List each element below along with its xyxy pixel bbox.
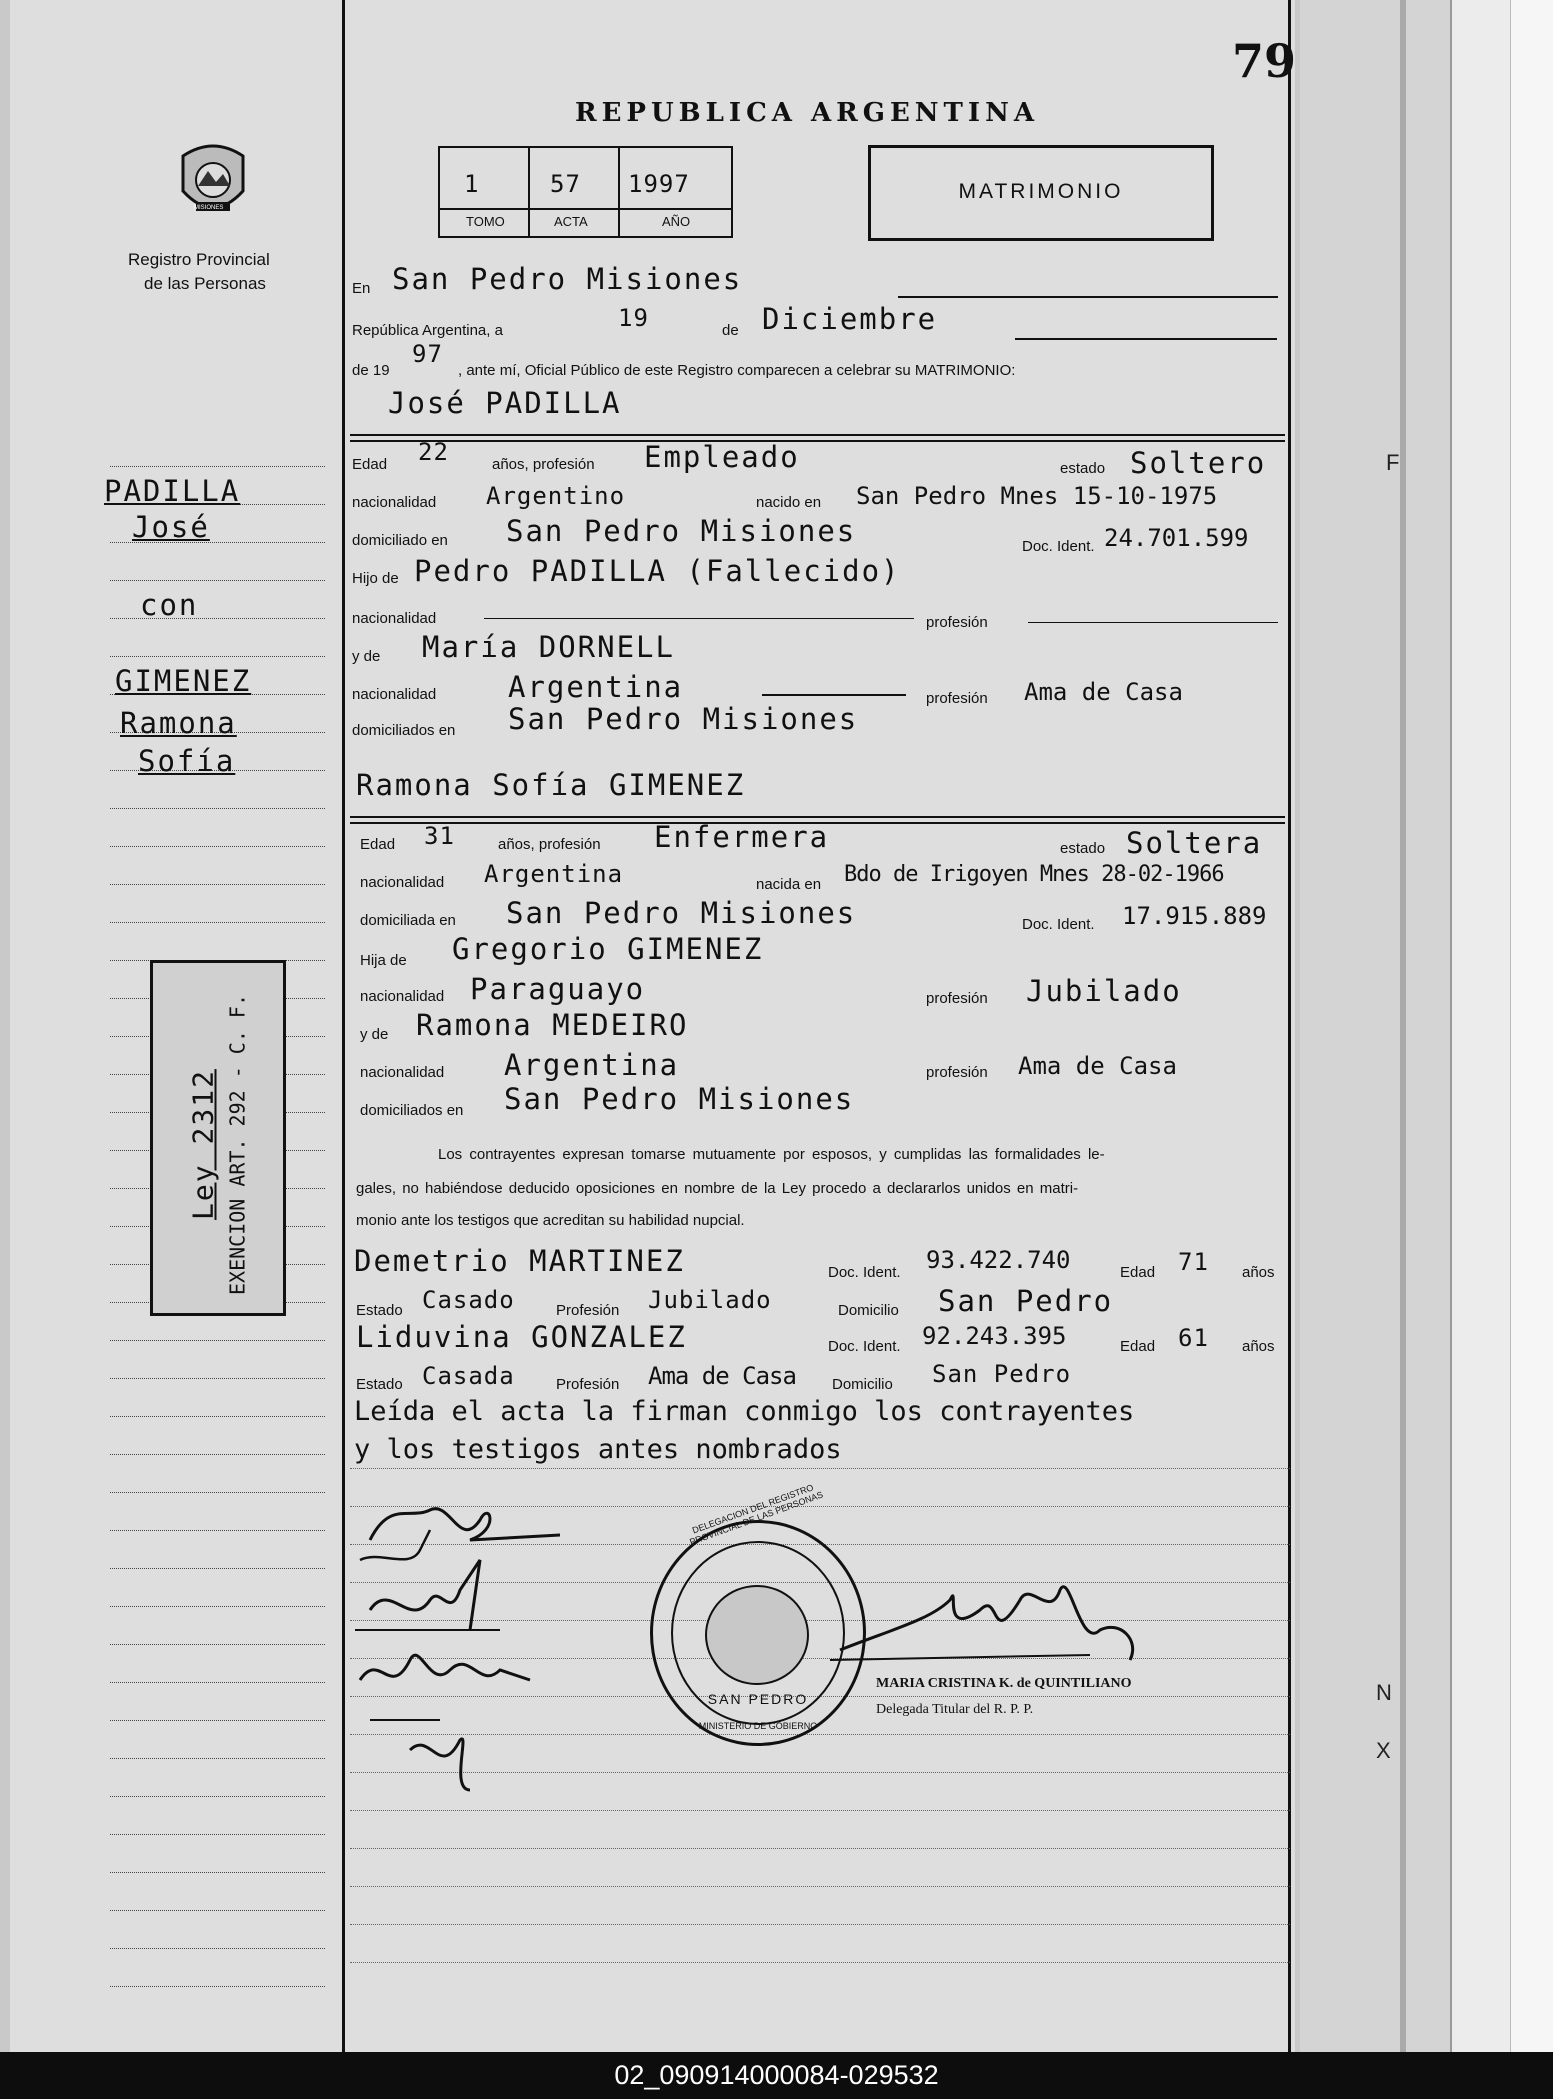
groom-mother-nationality: Argentina [508,670,684,704]
margin-groom-name: José [132,510,210,544]
bride-mother-prof-label: profesión [926,1064,988,1081]
bride-yde-label: y de [360,1026,389,1043]
groom-mother-nac-label: nacionalidad [352,686,437,703]
margin-bride-name2: Sofía [138,744,236,778]
record-number-box [438,146,733,238]
groom-domicile: San Pedro Misiones [506,514,857,548]
margin-groom-surname: PADILLA [104,474,241,508]
witness1-anos-label: años [1242,1264,1275,1281]
groom-estado: Soltero [1130,446,1267,480]
groom-anos-prof-label: años, profesión [492,456,595,473]
witness1-doc-label: Doc. Ident. [828,1264,901,1281]
witness1-profession: Jubilado [648,1286,772,1314]
groom-doc-label: Doc. Ident. [1022,538,1095,555]
right-mark-n: N [1376,1680,1392,1705]
republic-title: REPUBLICA ARGENTINA [575,98,1040,128]
emblem-text: MISIONES [194,205,224,211]
bride-nacida-label: nacida en [756,876,822,893]
witness1-edad-label: Edad [1120,1264,1156,1281]
margin-rule [342,0,345,2052]
margin-ruling [110,1910,325,1911]
groom-doc: 24.701.599 [1104,524,1249,552]
witness2-dom-label: Domicilio [832,1376,893,1393]
groom-father-nac-label: nacionalidad [352,610,437,627]
margin-ruling [110,808,325,809]
witness1-name: Demetrio MARTINEZ [354,1244,685,1278]
groom-mother-prof-label: profesión [926,690,988,707]
margin-ruling [110,1758,325,1759]
witness1-age: 71 [1178,1248,1209,1276]
margin-ruling [110,1948,325,1949]
closing-line2: y los testigos antes nombrados [354,1434,842,1465]
witness1-dom-label: Domicilio [838,1302,899,1319]
body-ruling [350,1848,1290,1849]
adjacent-page [1300,0,1553,2052]
page-number: 79 [1232,34,1297,88]
bride-estado-label: estado [1060,840,1106,857]
body-ruling [350,1468,1290,1469]
bride-hija-label: Hija de [360,952,407,969]
bride-nationality: Argentina [484,860,624,888]
margin-ruling [110,1682,325,1683]
margin-ruling [110,1492,325,1493]
margin-ruling [110,1872,325,1873]
bride-father-nationality: Paraguayo [470,972,646,1006]
bride-mother-nac-label: nacionalidad [360,1064,445,1081]
en-label: En [352,280,371,297]
body-ruling [350,1924,1290,1925]
margin-ruling [110,1454,325,1455]
body-ruling [350,1886,1290,1887]
registry-line1: Registro Provincial [128,250,270,269]
witness2-name: Liduvina GONZALEZ [356,1320,687,1354]
witness1-estado: Casado [422,1286,515,1314]
acta-label: ACTA [554,214,588,229]
groom-nacido-label: nacido en [756,494,822,511]
groom-parents-dom-label: domiciliados en [352,722,456,739]
witness2-anos-label: años [1242,1338,1275,1355]
groom-parents-domicile: San Pedro Misiones [508,702,859,736]
right-mark-x: X [1376,1738,1391,1763]
margin-ruling [110,1796,325,1797]
groom-yde-label: y de [352,648,381,665]
margin-ruling [110,884,325,885]
groom-full-name: José PADILLA [388,386,622,420]
official-signature [830,1560,1150,1680]
groom-nationality: Argentino [486,482,626,510]
bride-full-name: Ramona Sofía GIMENEZ [356,768,746,802]
witness2-domicile: San Pedro [932,1360,1072,1388]
margin-ruling [110,1606,325,1607]
witness2-doc: 92.243.395 [922,1322,1067,1350]
tomo-value: 1 [464,170,480,198]
act-place: San Pedro Misiones [392,262,743,296]
official-title: Delegada Titular del R. P. P. [876,1702,1034,1717]
bride-dom-label: domiciliada en [360,912,456,929]
body-ruling [350,1810,1290,1811]
witness2-profession: Ama de Casa [648,1362,796,1390]
body-ruling [350,1962,1290,1963]
ano-label: AÑO [662,214,691,229]
margin-ruling [110,1644,325,1645]
record-type: MATRIMONIO [958,180,1124,203]
act-year: 97 [412,340,443,368]
bride-father: Gregorio GIMENEZ [452,932,764,966]
right-mark-f: F [1386,450,1400,475]
margin-ruling [110,1530,325,1531]
margin-ruling [110,846,325,847]
margin-ruling [110,466,325,467]
witness2-age: 61 [1178,1324,1209,1352]
stamp-exemption: EXENCION ART. 292 - C. F. [225,993,250,1296]
witness1-domicile: San Pedro [938,1284,1114,1318]
month-de-label: de [722,322,739,339]
republica-label: República Argentina, a [352,322,503,339]
groom-father: Pedro PADILLA (Fallecido) [414,554,901,588]
tomo-label: TOMO [466,214,505,229]
bride-doc-label: Doc. Ident. [1022,916,1095,933]
margin-ruling [110,656,325,657]
bride-parents-domicile: San Pedro Misiones [504,1082,855,1116]
groom-dom-label: domiciliado en [352,532,448,549]
ano-value: 1997 [628,170,690,198]
province-emblem [168,136,258,226]
right-rule [1288,0,1291,2052]
bride-domicile: San Pedro Misiones [506,896,857,930]
witness2-doc-label: Doc. Ident. [828,1338,901,1355]
registry-line2: de las Personas [144,274,266,293]
bride-mother-profession: Ama de Casa [1018,1052,1177,1080]
witness1-prof-label: Profesión [556,1302,620,1319]
bride-age: 31 [424,822,455,850]
act-day: 19 [618,304,649,332]
declaration-line2: gales, no habiéndose deducido oposiciones en nombre de la Ley procedo a declararlos unidos en matri- [356,1180,1079,1197]
bride-father-prof-label: profesión [926,990,988,1007]
closing-line1: Leída el acta la firman conmigo los contrayentes [354,1396,1135,1427]
bride-born: Bdo de Irigoyen Mnes 28-02-1966 [844,862,1224,887]
act-month: Diciembre [762,302,938,336]
stamp-law: Ley 2312 [186,1069,220,1220]
margin-ruling [110,1568,325,1569]
intro-text: , ante mí, Oficial Público de este Registro comparecen a celebrar su MATRIMONIO: [458,362,1016,379]
bride-mother: Ramona MEDEIRO [416,1008,689,1042]
margin-bride-surname: GIMENEZ [115,664,252,698]
margin-ruling [110,1986,325,1987]
declaration-line1: Los contrayentes expresan tomarse mutuamente por esposos, y cumplidas las formalidades le- [438,1146,1105,1163]
declaration-line3: monio ante los testigos que acreditan su habilidad nupcial. [356,1212,745,1229]
groom-profession: Empleado [644,440,800,474]
bride-nac-label: nacionalidad [360,874,445,891]
witness2-estado: Casada [422,1362,515,1390]
bride-mother-nationality: Argentina [504,1048,680,1082]
seal-top-text: DELEGACION DEL REGISTRO PROVINCIAL DE LAS PERSONAS [688,1482,825,1548]
witness2-estado-label: Estado [356,1376,403,1393]
witness2-edad-label: Edad [1120,1338,1156,1355]
witness1-estado-label: Estado [356,1302,403,1319]
margin-ruling [110,1834,325,1835]
bride-father-profession: Jubilado [1026,974,1182,1008]
margin-ruling [110,580,325,581]
document-sheet [10,0,1295,2052]
footer-id-bar [0,2052,1553,2099]
groom-mother-profession: Ama de Casa [1024,678,1183,706]
bride-parents-dom-label: domiciliados en [360,1102,464,1119]
acta-value: 57 [550,170,581,198]
witness2-prof-label: Profesión [556,1376,620,1393]
exemption-stamp [150,960,286,1316]
groom-nac-label: nacionalidad [352,494,437,511]
bride-father-nac-label: nacionalidad [360,988,445,1005]
year-label: de 19 [352,362,390,379]
witness1-doc: 93.422.740 [926,1246,1071,1274]
seal-bottom-text: MINISTERIO DE GOBIERNO [698,1721,818,1731]
signatures [350,1490,590,1800]
margin-bride-name1: Ramona [120,706,237,740]
bride-estado: Soltera [1126,826,1263,860]
groom-mother: María DORNELL [422,630,675,664]
margin-connector: con [140,588,199,622]
groom-edad-label: Edad [352,456,388,473]
margin-ruling [110,1416,325,1417]
official-name: MARIA CRISTINA K. de QUINTILIANO [876,1676,1132,1691]
margin-ruling [110,1340,325,1341]
bride-edad-label: Edad [360,836,396,853]
seal-middle-text: SAN PEDRO [707,1691,809,1707]
margin-ruling [110,1720,325,1721]
bride-doc: 17.915.889 [1122,902,1267,930]
groom-hijo-label: Hijo de [352,570,399,587]
groom-estado-label: estado [1060,460,1106,477]
margin-ruling [110,922,325,923]
margin-ruling [110,1378,325,1379]
bride-anos-prof-label: años, profesión [498,836,601,853]
groom-father-prof-label: profesión [926,614,988,631]
record-type-box [868,145,1214,241]
bride-profession: Enfermera [654,820,830,854]
footer-id: 02_090914000084-029532 [614,2060,939,2090]
groom-age: 22 [418,438,449,466]
groom-born: San Pedro Mnes 15-10-1975 [856,482,1218,510]
